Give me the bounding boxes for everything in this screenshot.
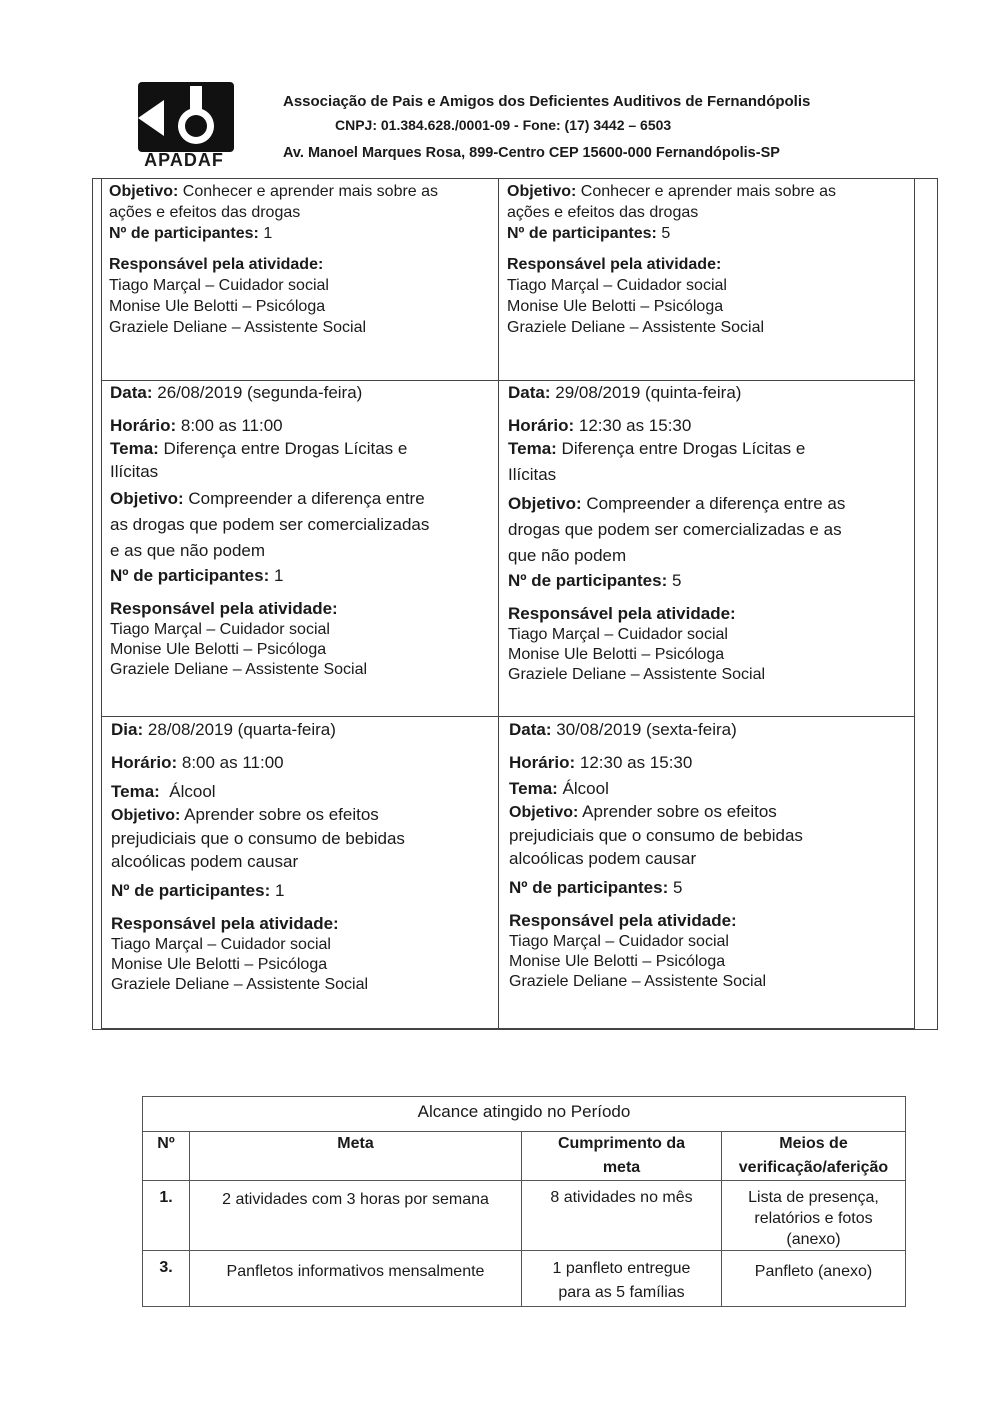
objetivo-text: drogas que podem ser comercializadas e as xyxy=(508,520,842,539)
horario-value: 8:00 as 11:00 xyxy=(180,416,283,435)
responsavel-name: Graziele Deliane – Assistente Social xyxy=(110,661,368,678)
responsavel-label: Responsável pela atividade: xyxy=(111,914,339,933)
data-value: 30/08/2019 (sexta-feira) xyxy=(556,720,737,739)
objetivo-text: alcoólicas podem causar xyxy=(111,852,299,871)
responsavel-name: Monise Ule Belotti – Psicóloga xyxy=(509,953,726,970)
objetivo-text: alcoólicas podem causar xyxy=(509,849,697,868)
participantes-label: Nº de participantes: xyxy=(111,881,271,900)
column-divider xyxy=(498,178,499,1030)
participantes-value: 1 xyxy=(263,225,273,242)
horario-value: 12:30 as 15:30 xyxy=(579,753,693,772)
header-num: Nº xyxy=(143,1132,190,1181)
activity-cell xyxy=(508,381,908,685)
objetivo-label: Objetivo: xyxy=(109,183,179,200)
activity-cell xyxy=(110,381,490,680)
objetivo-label: Objetivo: xyxy=(110,489,184,508)
responsavel-name: Monise Ule Belotti – Psicóloga xyxy=(110,641,327,658)
logo-wordmark: APADAF xyxy=(144,150,224,170)
responsavel-name: Tiago Marçal – Cuidador social xyxy=(509,933,729,950)
responsavel-label: Responsável pela atividade: xyxy=(508,604,736,623)
tema-label: Tema: xyxy=(509,779,558,798)
tema-text: Ilícitas xyxy=(110,462,159,481)
table-row xyxy=(143,1181,906,1251)
reach-table-title: Alcance atingido no Período xyxy=(143,1097,906,1132)
row-meios: Lista de presença, relatórios e fotos (anexo) xyxy=(722,1181,906,1251)
row-num: 1. xyxy=(143,1181,190,1251)
tema-label: Tema: xyxy=(110,439,159,458)
responsavel-name: Graziele Deliane – Assistente Social xyxy=(507,319,765,336)
participantes-label: Nº de participantes: xyxy=(507,225,657,242)
objetivo-text: Aprender sobre os efeitos xyxy=(184,805,379,824)
activity-cell xyxy=(509,718,909,992)
participantes-value: 5 xyxy=(671,571,682,590)
header-meta: Meta xyxy=(190,1132,522,1181)
responsavel-name: Graziele Deliane – Assistente Social xyxy=(509,973,767,990)
participantes-label: Nº de participantes: xyxy=(508,571,668,590)
responsavel-name: Monise Ule Belotti – Psicóloga xyxy=(111,956,328,973)
objetivo-text: ações e efeitos das drogas xyxy=(507,204,699,221)
horario-label: Horário: xyxy=(509,753,576,772)
data-value: 26/08/2019 (segunda-feira) xyxy=(157,383,363,402)
tema-text: Diferença entre Drogas Lícitas e xyxy=(163,439,408,458)
row-meios: Panfleto (anexo) xyxy=(722,1251,906,1307)
responsavel-label: Responsável pela atividade: xyxy=(509,911,737,930)
responsavel-label: Responsável pela atividade: xyxy=(109,256,324,273)
left-inner-border xyxy=(101,178,102,1030)
responsavel-name: Monise Ule Belotti – Psicóloga xyxy=(109,298,326,315)
org-name: Associação de Pais e Amigos dos Deficientes Auditivos de Fernandópolis xyxy=(283,93,811,110)
horario-label: Horário: xyxy=(111,753,178,772)
objetivo-text: Compreender a diferença entre xyxy=(188,489,425,508)
data-label: Data: xyxy=(110,383,153,402)
responsavel-name: Tiago Marçal – Cuidador social xyxy=(507,277,727,294)
row-divider xyxy=(101,716,914,717)
horario-value: 8:00 as 11:00 xyxy=(181,753,284,772)
row-num: 3. xyxy=(143,1251,190,1307)
horario-label: Horário: xyxy=(508,416,575,435)
responsavel-name: Graziele Deliane – Assistente Social xyxy=(508,666,766,683)
responsavel-name: Tiago Marçal – Cuidador social xyxy=(110,621,330,638)
responsavel-name: Tiago Marçal – Cuidador social xyxy=(111,936,331,953)
objetivo-text: Conhecer e aprender mais sobre as xyxy=(182,183,439,200)
reach-table xyxy=(142,1096,906,1302)
responsavel-name: Tiago Marçal – Cuidador social xyxy=(109,277,329,294)
tema-value: Álcool xyxy=(562,779,609,798)
tema-text: Ilícitas xyxy=(508,465,557,484)
data-label: Data: xyxy=(509,720,552,739)
activity-cell xyxy=(109,181,492,338)
row-meta: Panfletos informativos mensalmente xyxy=(190,1251,522,1307)
participantes-label: Nº de participantes: xyxy=(109,225,259,242)
tema-text: Diferença entre Drogas Lícitas e xyxy=(561,439,806,458)
header-cumprimento: Cumprimento da meta xyxy=(522,1132,722,1181)
objetivo-text: que não podem xyxy=(508,546,627,565)
responsavel-name: Monise Ule Belotti – Psicóloga xyxy=(508,646,725,663)
dia-label: Dia: xyxy=(111,720,144,739)
activity-schedule-table xyxy=(92,178,938,1030)
table-row xyxy=(143,1251,906,1307)
tema-label: Tema: xyxy=(111,782,160,801)
participantes-value: 1 xyxy=(274,881,285,900)
tema-label: Tema: xyxy=(508,439,557,458)
org-cnpj-phone: CNPJ: 01.384.628./0001-09 - Fone: (17) 3442 – 6503 xyxy=(335,117,672,133)
header-meios: Meios de verificação/aferição xyxy=(722,1132,906,1181)
objetivo-text: e as que não podem xyxy=(110,541,266,560)
participantes-label: Nº de participantes: xyxy=(110,566,270,585)
right-inner-border xyxy=(914,178,915,1030)
row-cumprimento: 1 panfleto entregue para as 5 famílias xyxy=(522,1251,722,1307)
objetivo-label: Objetivo: xyxy=(111,807,181,824)
responsavel-name: Monise Ule Belotti – Psicóloga xyxy=(507,298,724,315)
responsavel-name: Graziele Deliane – Assistente Social xyxy=(111,976,369,993)
objetivo-text: as drogas que podem ser comercializadas xyxy=(110,515,430,534)
tema-value: Álcool xyxy=(169,782,216,801)
activity-cell xyxy=(507,181,907,338)
data-label: Data: xyxy=(508,383,551,402)
row-meta: 2 atividades com 3 horas por semana xyxy=(190,1181,522,1251)
responsavel-label: Responsável pela atividade: xyxy=(507,256,722,273)
participantes-value: 5 xyxy=(672,878,683,897)
objetivo-text: Compreender a diferença entre as xyxy=(586,494,846,513)
responsavel-name: Tiago Marçal – Cuidador social xyxy=(508,626,728,643)
participantes-value: 5 xyxy=(661,225,671,242)
dia-value: 28/08/2019 (quarta-feira) xyxy=(147,720,336,739)
responsavel-name: Graziele Deliane – Assistente Social xyxy=(109,319,367,336)
data-value: 29/08/2019 (quinta-feira) xyxy=(555,383,742,402)
activity-cell xyxy=(111,718,491,995)
objetivo-text: Conhecer e aprender mais sobre as xyxy=(580,183,837,200)
objetivo-label: Objetivo: xyxy=(509,804,579,821)
participantes-label: Nº de participantes: xyxy=(509,878,669,897)
objetivo-text: prejudiciais que o consumo de bebidas xyxy=(509,826,803,845)
letterhead xyxy=(0,0,992,180)
horario-value: 12:30 as 15:30 xyxy=(578,416,692,435)
row-divider xyxy=(101,1028,914,1029)
objetivo-label: Objetivo: xyxy=(508,494,582,513)
objetivo-label: Objetivo: xyxy=(507,183,577,200)
horario-label: Horário: xyxy=(110,416,177,435)
row-cumprimento: 8 atividades no mês xyxy=(522,1181,722,1251)
responsavel-label: Responsável pela atividade: xyxy=(110,599,338,618)
objetivo-text: ações e efeitos das drogas xyxy=(109,204,301,221)
objetivo-text: Aprender sobre os efeitos xyxy=(582,802,777,821)
objetivo-text: prejudiciais que o consumo de bebidas xyxy=(111,829,405,848)
participantes-value: 1 xyxy=(273,566,284,585)
org-address: Av. Manoel Marques Rosa, 899-Centro CEP 15600-000 Fernandópolis-SP xyxy=(283,145,780,161)
